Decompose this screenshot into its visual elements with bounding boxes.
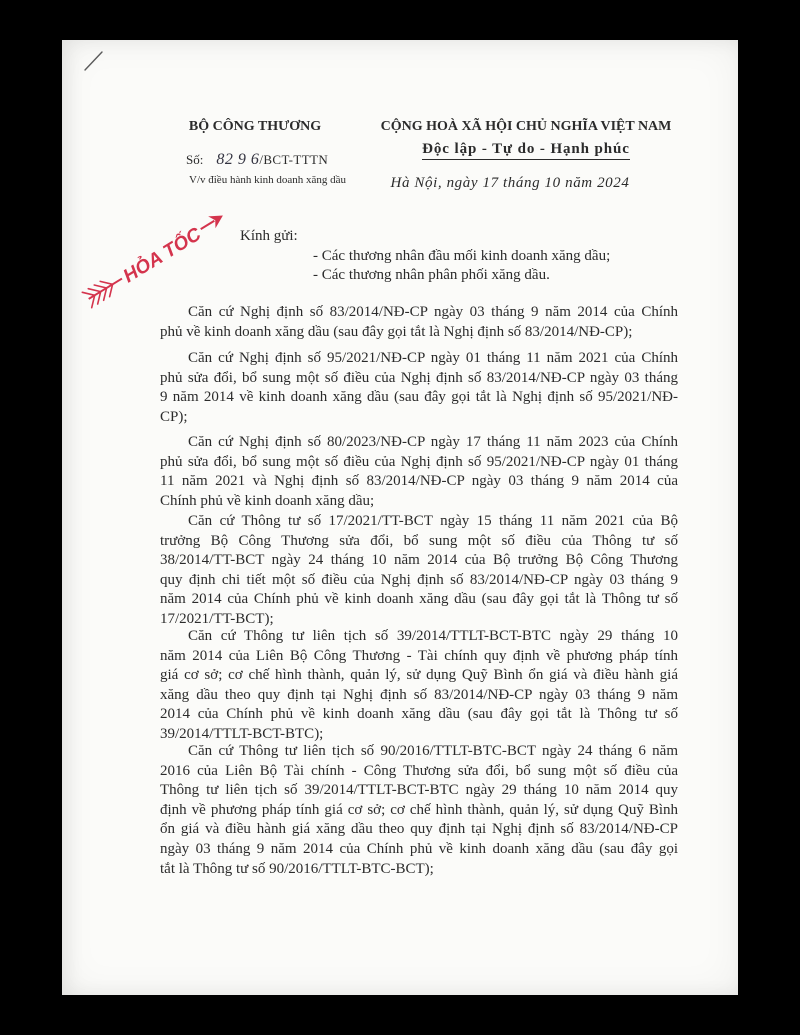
paragraph-line: 38/2014/TT-BCT ngày 24 tháng 10 năm 2014 của Bộ trưởng Bộ Công Thương (160, 552, 678, 569)
paragraph-line: định về phương pháp tính giá cơ sở; cơ chế hình thành, quản lý, sử dụng Quỹ Bình (160, 801, 678, 818)
document-subject: V/v điều hành kinh doanh xăng dầu (189, 174, 347, 186)
paragraph-line: Chính phủ về kinh doanh xăng dầu; (160, 492, 375, 509)
paragraph-line: 17/2021/TT-BCT); (160, 610, 274, 627)
paragraph-line: phủ sửa đổi, bổ sung một số điều của Nghị định số 95/2021/NĐ-CP ngày 01 tháng (160, 453, 678, 470)
paragraph-line: Căn cứ Nghị định số 95/2021/NĐ-CP ngày 01 tháng 11 năm 2021 của Chính (188, 350, 678, 366)
paragraph-line: ổn giá và điều hành giá xăng dầu theo quy định tại Nghị định số 83/2014/NĐ-CP (160, 821, 678, 838)
paragraph-line: 39/2014/TTLT-BCT-BTC); (160, 725, 324, 742)
paragraph-line: 11 năm 2021 và Nghị định số 83/2014/NĐ-CP ngày 03 tháng 9 năm 2014 của (160, 473, 678, 490)
paragraph-2 (160, 349, 678, 427)
paragraph-line: trưởng Bộ Công Thương sửa đổi, bổ sung một số điều của Thông tư số (160, 532, 678, 549)
paragraph-4 (160, 512, 678, 630)
paragraph-line: Căn cứ Thông tư liên tịch số 39/2014/TTLT-BCT-BTC ngày 29 tháng 10 (188, 628, 678, 644)
document-number-suffix: /BCT-TTTN (259, 152, 329, 167)
paragraph-line: Căn cứ Thông tư số 17/2021/TT-BCT ngày 15 tháng 11 năm 2021 của Bộ (188, 513, 678, 529)
document-page (62, 40, 738, 995)
stamp-text: HỎA TỐC (119, 223, 205, 288)
paragraph-line: xăng dầu theo quy định tại Nghị định số 83/2014/NĐ-CP ngày 03 tháng 9 năm (160, 686, 678, 703)
recipient-item: - Các thương nhân đầu mối kinh doanh xăng dầu; (313, 248, 611, 264)
recipient-item: - Các thương nhân phân phối xăng dầu. (313, 267, 550, 283)
country-name: CỘNG HOÀ XÃ HỘI CHỦ NGHĨA VIỆT NAM (380, 119, 672, 134)
paragraph-line: giá cơ sở; cơ chế hình thành, quản lý, sử dụng Quỹ Bình ổn giá và điều hành giá (160, 667, 678, 684)
place-and-date: Hà Nội, ngày 17 tháng 10 năm 2024 (390, 175, 630, 191)
paragraph-3 (160, 433, 678, 511)
pen-mark (80, 48, 110, 78)
paragraph-5 (160, 627, 678, 745)
paragraph-line: năm 2014 của Liên Bộ Công Thương - Tài chính quy định về phương pháp tính (160, 647, 678, 664)
paragraph-line: năm 2014 của Chính phủ về kinh doanh xăng dầu (sau đây gọi tắt là Thông tư số (160, 591, 678, 608)
paragraph-line: CP); (160, 408, 188, 425)
document-body (160, 40, 678, 940)
paragraph-line: Căn cứ Thông tư liên tịch số 90/2016/TTLT-BTC-BCT ngày 24 tháng 6 năm (188, 743, 678, 759)
paragraph-line: 2014 của Chính phủ về kinh doanh xăng dầu (sau đây gọi tắt là Thông tư số (160, 706, 678, 723)
handwritten-number: 82 9 6 (216, 151, 260, 168)
paragraph-6 (160, 742, 678, 879)
paragraph-line: phủ về kinh doanh xăng dầu (sau đây gọi tắt là Nghị định số 83/2014/NĐ-CP); (160, 323, 633, 340)
document-number-label: Số: (186, 152, 204, 167)
national-motto: Độc lập - Tự do - Hạnh phúc (422, 140, 630, 160)
paragraph-line: Căn cứ Nghị định số 80/2023/NĐ-CP ngày 17 tháng 11 năm 2023 của Chính (188, 434, 678, 450)
ministry-name: BỘ CÔNG THƯƠNG (188, 119, 322, 134)
paragraph-line: tắt là Thông tư số 90/2016/TTLT-BTC-BCT); (160, 860, 434, 877)
paragraph-1 (160, 303, 678, 342)
paragraph-line: phủ sửa đổi, bổ sung một số điều của Nghị định số 83/2014/NĐ-CP ngày 03 tháng (160, 369, 678, 386)
paragraph-line: 2016 của Liên Bộ Tài chính - Công Thương sửa đổi, bổ sung một số điều của (160, 762, 678, 779)
paragraph-line: ngày 03 tháng 9 năm 2014 của Chính phủ về kinh doanh xăng dầu (sau đây gọi (160, 840, 678, 857)
paragraph-line: Căn cứ Nghị định số 83/2014/NĐ-CP ngày 03 tháng 9 năm 2014 của Chính (188, 304, 678, 320)
paragraph-line: 9 năm 2014 về kinh doanh xăng dầu (sau đây gọi tắt là Nghị định số 95/2021/NĐ- (160, 389, 678, 406)
paragraph-line: Thông tư liên tịch số 39/2014/TTLT-BCT-BTC ngày 29 tháng 10 năm 2014 quy (160, 782, 678, 799)
paragraph-line: quy định chi tiết một số điều của Nghị định số 83/2014/NĐ-CP ngày 03 tháng 9 (160, 571, 678, 588)
recipients-label: Kính gửi: (240, 228, 298, 244)
